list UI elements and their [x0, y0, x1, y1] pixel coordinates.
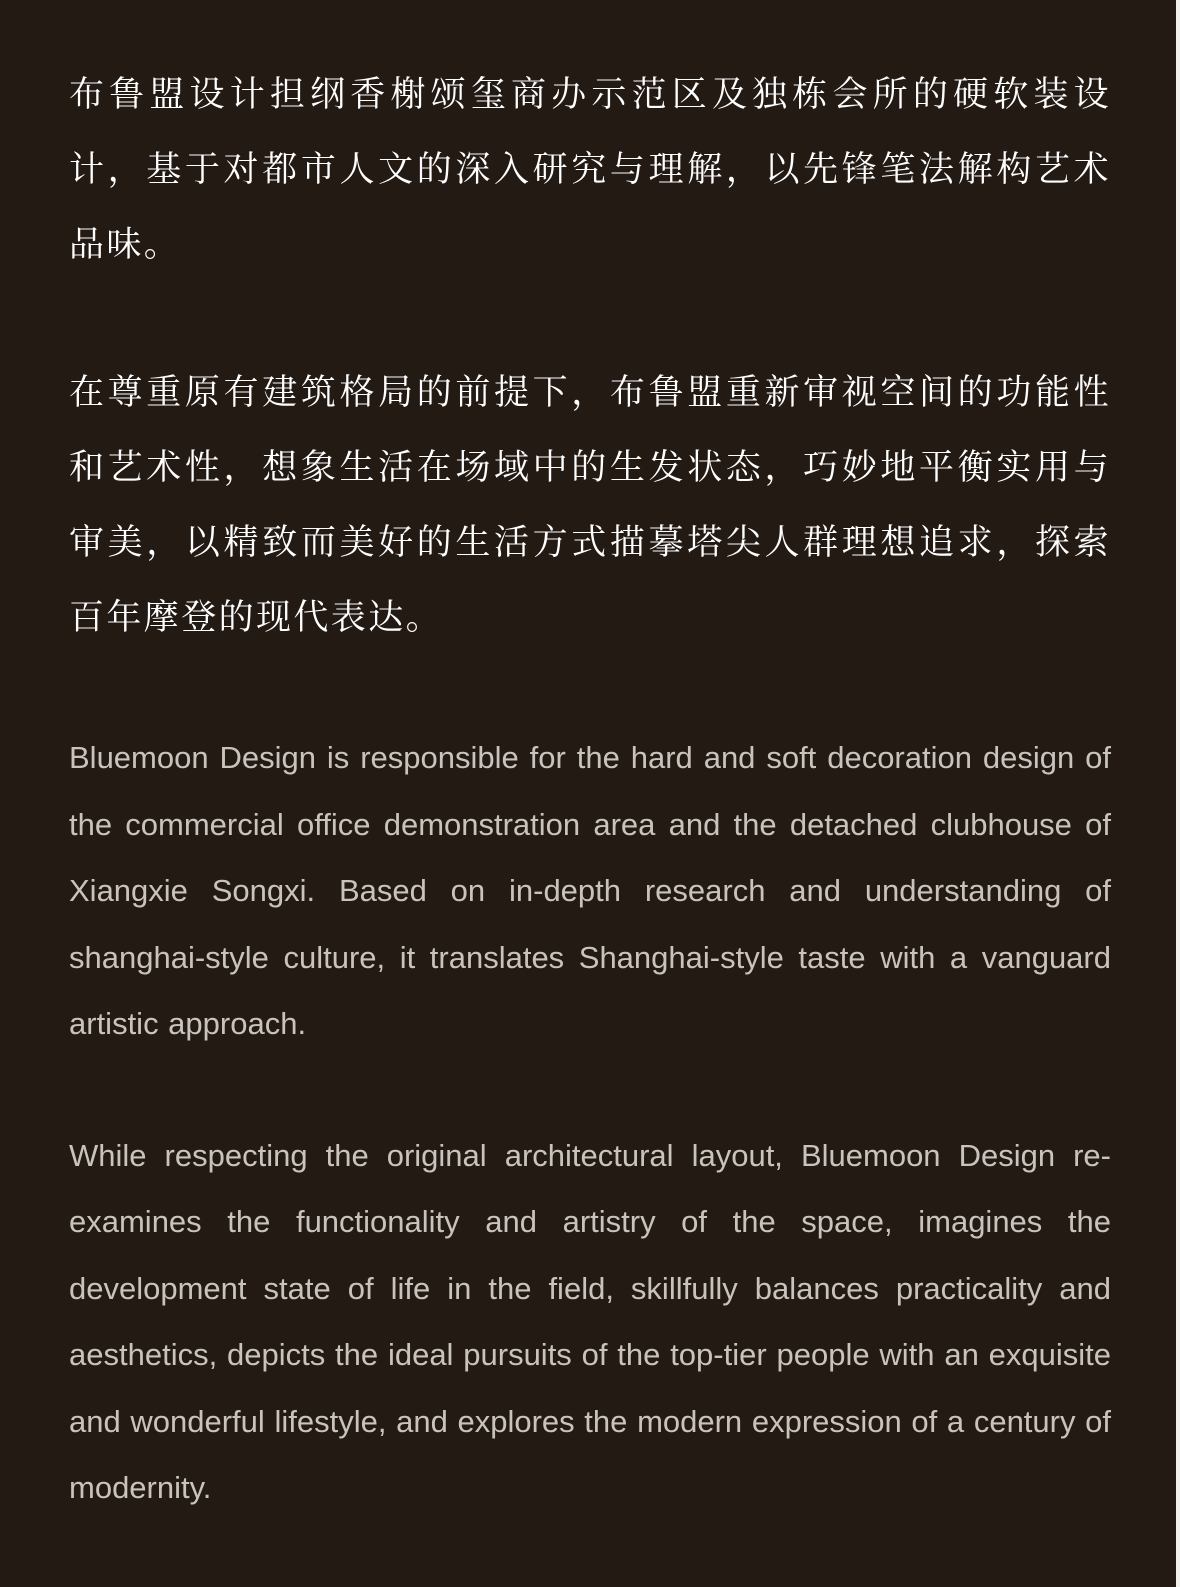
paragraph-en-2: While respecting the original architectural layout, Bluemoon Design re-examines the functionality and artistry of the space, imagines the development state of life in the field, skillfully balances practicality and aesthetics, depicts the ideal pursuits of the top-tier people with an exquisite and wonderful lifestyle, and explores the modern expression of a century of modernity. — [69, 1137, 1111, 1505]
paragraph-en-1: Bluemoon Design is responsible for the hard and soft decoration design of the commercial office demonstration area and the detached clubhouse of Xiangxie Songxi. Based on in-depth research and understanding of shanghai-style culture, it translates Shanghai-style taste with a vanguard artistic approach. — [69, 740, 1111, 1041]
paragraph-cn-2: 在尊重原有建筑格局的前提下，布鲁盟重新审视空间的功能性和艺术性，想象生活在场域中的生发状态，巧妙地平衡实用与审美，以精致而美好的生活方式描摹塔尖人群理想追求，探索百年摩登的现代表达。 — [69, 373, 1111, 638]
article-body — [69, 58, 1111, 1522]
page-edge-strip — [1176, 0, 1180, 1587]
paragraph-cn-1: 布鲁盟设计担纲香榭颂玺商办示范区及独栋会所的硬软装设计，基于对都市人文的深入研究与理解，以先锋笔法解构艺术品味。 — [69, 75, 1111, 265]
